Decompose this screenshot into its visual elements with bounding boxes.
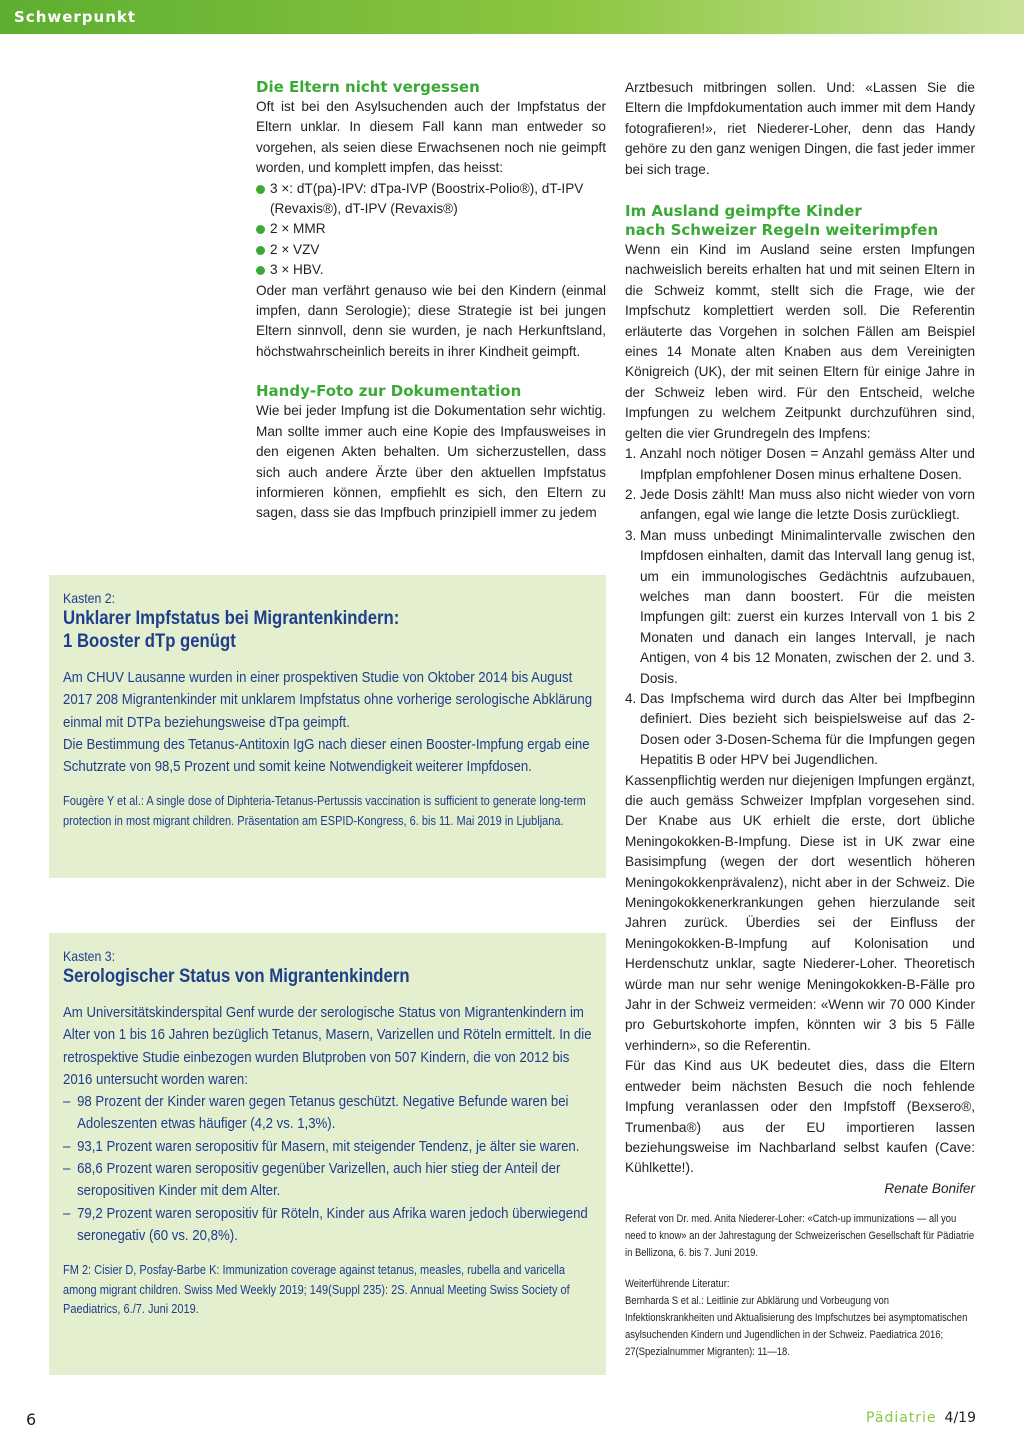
box-title (63, 607, 593, 653)
list-item: 3 ×: dT(pa)-IPV: dTpa-IVP (Boostrix-Polio®), dT-IPV (Revaxis®), dT-IPV (Revaxis®) (256, 179, 606, 220)
right-column (625, 78, 975, 1361)
list-number: 1. (625, 446, 637, 462)
box-reference: FM 2: Cisier D, Posfay-Barbe K: Immunization coverage against tetanus, measles, rubella and varicella among migrant children. Swiss Med Weekly 2019; 149(Suppl 235): 2S. Annual Meeting Swiss Society of Paediatrics, 6./7. Juni 2019. (63, 1263, 570, 1317)
list-text: Anzahl noch nötiger Dosen = Anzahl gemäss Alter und Impfplan empfohlener Dosen minus erhaltene Dosen. (640, 446, 975, 482)
paragraph: Kassenpflichtig werden nur diejenigen Impfungen ergänzt, die auch gemäss Schweizer Impfplan vorgesehen sind. Der Knabe aus UK erhielt die erste, dort übliche Meningokokken-B-Impfung. Diese ist in UK zwar eine Basisimpfung (wegen der dort wesentlich höheren Meningokokkenprävalenz), nicht aber in der Schweiz. Die Meningokokkenerkrankungen gehen hierzulande seit Jahren zurück. Überdies sei der Einfluss der Meningokokken-B-Impfung auf Kolonisation und Herdenschutz unklar, sagte Niederer-Loher. Theoretisch würde man nur sehr wenige Meningokokken-B-Fälle pro Jahr in der Schweiz vermeiden: «Wenn wir 70 000 Kinder pro Geburtskohorte impfen, könnten wir 3 bis 5 Fälle verhindern», so die Referentin. (625, 772, 975, 1053)
heading-handy-foto: Handy-Foto zur Dokumentation (256, 382, 522, 401)
info-box-3 (49, 933, 606, 1375)
list-item: – 68,6 Prozent waren seropositiv gegenüber Varizellen, auch hier stieg der Anteil der seropositiven Kinder mit dem Alter. (63, 1158, 593, 1203)
footer-magazine (866, 1410, 976, 1426)
heading-line: Im Ausland geimpfte Kinder (625, 202, 862, 221)
reference-text: Referat von Dr. med. Anita Niederer-Loher: «Catch-up immunizations — all you need to know» an der Jahrestagung der Schweizerischen Gesellschaft für Pädiatrie in Bellizona, 6. bis 7. Juni 2019. (625, 1213, 975, 1260)
list-number: 4. (625, 690, 637, 706)
rules-list (625, 444, 975, 771)
page-number: 6 (26, 1410, 37, 1429)
vaccine-list (256, 179, 606, 281)
box-title-line: Unklarer Impfstatus bei Migrantenkindern: (63, 608, 400, 629)
box-paragraph: Am CHUV Lausanne wurden in einer prospektiven Studie von Oktober 2014 bis August 2017 208 Migrantenkinder mit unklarem Impfstatus ohne vorherige serologische Abklärung einmal mit DTPa beziehungsweise dTpa geimpft. (63, 669, 593, 731)
magazine-name: Pädiatrie (866, 1410, 937, 1426)
list-item (625, 485, 975, 526)
list-item (625, 444, 975, 485)
box-title-line: 1 Booster dTp genügt (63, 631, 236, 652)
paragraph: Arztbesuch mitbringen sollen. Und: «Lassen Sie die Eltern die Impfdokumentation auch immer mit dem Handy fotografieren!», riet Niederer-Loher, denn das Handy gehöre zu den ganz wenigen Dingen, die fast jeder immer bei sich trage. (625, 80, 975, 177)
literature-text: Bernharda S et al.: Leitlinie zur Abklärung und Vorbeugung von Infektionskrankheiten und Aktualisierung des Impfschutzes bei asymptomatischen asylsuchenden Kindern und Jugendlichen in der Schweiz. Paediatrica 2016; 27(Spezialnummer Migranten): 11—18. (625, 1295, 968, 1359)
paragraph: Oft ist bei den Asylsuchenden auch der Impfstatus der Eltern unklar. In diesem Fall kann man entweder so vorgehen, als seien diese Erwachsenen noch nie geimpft worden, und komplett impfen, das heisst: (256, 99, 606, 176)
box-label: Kasten 2: (63, 590, 116, 606)
list-item: – 98 Prozent der Kinder waren gegen Tetanus geschützt. Negative Befunde waren bei Adoleszenten etwas häufiger (4,2 vs. 1,3%). (63, 1091, 593, 1136)
literature-title: Weiterführende Literatur: (625, 1278, 730, 1291)
box-paragraph: Die Bestimmung des Tetanus-Antitoxin IgG nach dieser einen Booster-Impfung ergab eine Schutzrate von 98,5 Prozent und somit keine Notwendigkeit weiterer Impfdosen. (63, 735, 590, 776)
section-label: Schwerpunkt (14, 8, 137, 26)
list-number: 3. (625, 527, 637, 543)
list-item (625, 689, 975, 771)
section-header-bar (0, 0, 1024, 34)
list-number: 2. (625, 486, 637, 502)
heading-line: nach Schweizer Regeln weiterimpfen (625, 221, 939, 240)
paragraph: Wie bei jeder Impfung ist die Dokumentation sehr wichtig. Man sollte immer auch eine Kopie des Impfausweises in den eigenen Akten behalten. Um sicherzustellen, dass sich auch andere Ärzte über den aktuellen Impfstatus informieren können, empfiehlt es sich, den Eltern zu sagen, dass sie das Impfbuch prinzipiell immer zu jedem (256, 403, 606, 521)
list-item: 2 × VZV (256, 240, 606, 260)
list-item: 2 × MMR (256, 219, 606, 239)
author-name: Renate Bonifer (884, 1180, 975, 1196)
middle-column (256, 78, 606, 524)
list-text: Jede Dosis zählt! Man muss also nicht wieder von vorn anfangen, egal wie lange die letzte Dosis zurückliegt. (640, 486, 975, 523)
list-item: – 79,2 Prozent waren seropositiv für Röteln, Kinder aus Afrika waren jedoch überwiegend seronegativ (60 vs. 20,8%). (63, 1203, 593, 1248)
box-title: Serologischer Status von Migrantenkindern (63, 966, 410, 987)
list-item (625, 526, 975, 689)
list-item: – 93,1 Prozent waren seropositiv für Masern, mit steigender Tendenz, je älter sie waren. (63, 1136, 593, 1158)
heading-ausland (625, 202, 975, 240)
heading-eltern: Die Eltern nicht vergessen (256, 78, 480, 96)
paragraph: Wenn ein Kind im Ausland seine ersten Impfungen nachweislich bereits erhalten hat und mit seinen Eltern in die Schweiz kommt, stellt sich die Frage, wie der Impfschutz komplettiert werden soll. Die Referentin erläuterte das Vorgehen in solchen Fällen am Beispiel eines 14 Monate alten Knaben aus dem Vereinigten Königreich (UK), der mit seinen Eltern für einige Jahre in der Schweiz leben wird. Für den Entscheid, welche Impfungen zu welchem Zeitpunkt durchzuführen sind, gelten die vier Grundregeln des Impfens: (625, 242, 975, 441)
box-reference: Fougère Y et al.: A single dose of Diphteria-Tetanus-Pertussis vaccination is sufficient to generate long-term protection in most migrant children. Präsentation am ESPID-Kongress, 6. bis 11. Mai 2019 in Ljubljana. (63, 794, 586, 828)
box-paragraph: Am Universitätskinderspital Genf wurde der serologische Status von Migrantenkindern im Alter von 1 bis 16 Jahren bezüglich Tetanus, Masern, Varizellen und Röteln ermittelt. In die retrospektive Studie einbezogen wurden Blutproben von 507 Kindern, die von 2012 bis 2016 untersucht worden waren: (63, 1004, 592, 1088)
list-item: 3 × HBV. (256, 260, 606, 280)
list-text: Das Impfschema wird durch das Alter bei Impfbeginn definiert. Dies bezieht sich beispielsweise auf das 2- Dosen oder 3-Dosen-Schema für die Impfungen gegen Hepatitis B oder HPV bei Jugendlichen. (640, 690, 975, 768)
issue-number: 4/19 (944, 1410, 976, 1426)
list-text: Man muss unbedingt Minimalintervalle zwischen den Impfdosen einhalten, damit das Intervall lang genug ist, um ein immunologisches Gedächtnis aufzubauen, welches man dann boostert. Für die meisten Impfungen gilt: zuerst ein kurzes Intervall von 1 bis 2 Monaten und danach ein langes Intervall, je nach Antigen, von 4 bis 12 Monaten, zwischen der 2. und 3. Dosis. (640, 527, 975, 686)
paragraph: Für das Kind aus UK bedeutet dies, dass die Eltern entweder beim nächsten Besuch die noch fehlende Impfung veranlassen oder den Impfstoff (Bexsero®, Trumenba®) aus der EU importieren lassen beziehungsweise im Nachbarland selbst kaufen (Cave: Kühlkette!). (625, 1058, 975, 1176)
results-list (63, 1091, 593, 1247)
info-box-2 (49, 575, 606, 878)
paragraph: Oder man verfährt genauso wie bei den Kindern (einmal impfen, dann Serologie); diese Strategie ist bei jungen Eltern sinnvoll, denn sie wurden, je nach Herkunftsland, höchstwahrscheinlich bereits in ihrer Kindheit geimpft. (256, 282, 606, 359)
box-label: Kasten 3: (63, 948, 116, 964)
reference-note (625, 1211, 975, 1361)
